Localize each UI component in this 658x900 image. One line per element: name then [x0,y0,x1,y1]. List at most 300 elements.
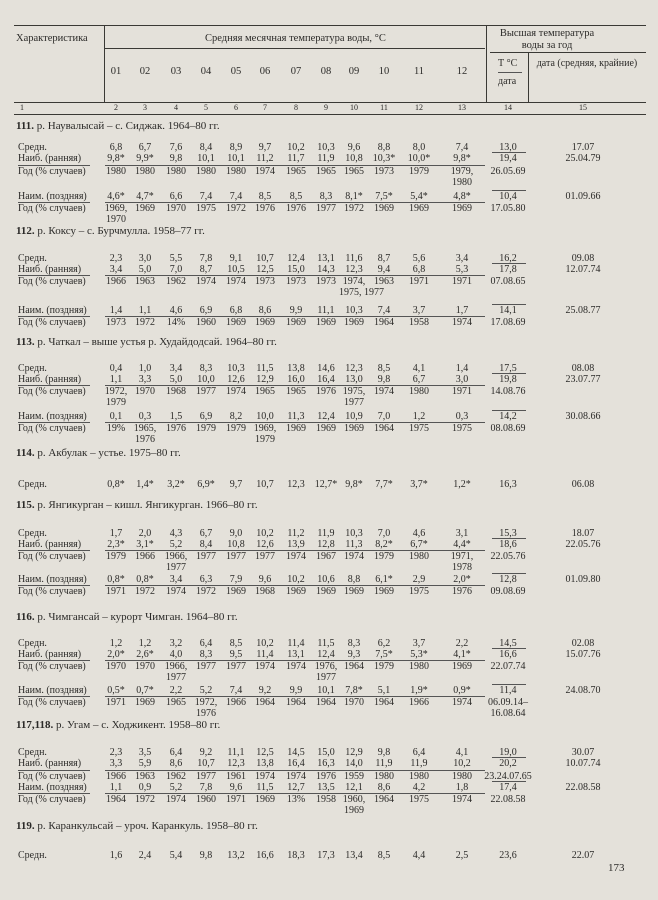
table-cell: 8,5 [258,191,272,202]
table-cell: 1974, [342,276,366,287]
table-cell: 3,5 [138,747,152,758]
table-cell: 8,4 [199,142,213,153]
table-cell: 1976 [316,386,336,397]
table-cell: 1966, [164,551,188,562]
table-cell: 1965 [316,166,336,177]
table-cell: 1974 [286,551,306,562]
table-cell: 1980 [452,771,472,782]
table-cell: 01.09.80 [565,574,601,585]
table-cell: 1959 [344,771,364,782]
table-cell: 2,0* [107,649,125,660]
section-period: 1964–80 гг. [167,120,220,132]
table-cell: 7,0 [377,411,391,422]
table-cell: 17,3 [317,850,335,861]
table-cell: 1977 [196,386,216,397]
table-cell: 16,6 [256,850,274,861]
table-cell: 8,8 [347,574,361,585]
table-cell: 12,5 [256,264,274,275]
row-label: Год (% случаев) [18,423,86,434]
table-cell: 1969 [374,586,394,597]
table-cell: 9,6 [229,782,243,793]
table-cell: 10,2 [256,528,274,539]
table-cell: 0,4 [109,363,123,374]
table-cell: 4,3 [169,528,183,539]
table-cell: 10,3* [372,153,396,164]
table-cell: 9,6 [258,574,272,585]
table-cell: 2,3 [109,253,123,264]
table-cell: 1967 [316,551,336,562]
row-label: Наиб. (ранняя) [18,758,82,769]
table-cell: 10,6 [317,574,335,585]
table-cell: 14.08.76 [490,386,526,397]
table-cell: 30.07 [571,747,595,758]
row-label: Год (% случаев) [18,203,86,214]
row-label: Год (% случаев) [18,771,86,782]
column-number: 13 [458,103,466,112]
table-cell: 1973 [286,276,306,287]
table-cell: 1964 [286,697,306,708]
table-cell: 4,7* [136,191,154,202]
table-cell: 1,9* [410,685,428,696]
table-cell: 1969 [135,203,155,214]
table-cell: 11,3 [287,411,305,422]
column-number: 2 [114,103,118,112]
table-cell: 11,2 [256,153,274,164]
table-cell: 12,4 [317,411,335,422]
table-cell: 10,8 [345,153,363,164]
table-cell: 11,9 [410,758,428,769]
table-cell: 1970 [135,386,155,397]
table-cell: 5,5 [169,253,183,264]
table-cell: 6,6 [169,191,183,202]
table-cell: 1969, [253,423,277,434]
table-cell: 25.04.79 [565,153,601,164]
table-cell: 7,8* [345,685,363,696]
max-temp-rule [492,152,526,153]
table-cell: 02.08 [571,638,595,649]
table-cell: 8,6 [377,782,391,793]
row-label: Наиб. (ранняя) [18,153,82,164]
section-river: р. Каранкульсай – уроч. Каранкуль. [37,820,204,832]
table-cell: 1964 [316,697,336,708]
table-cell: 1965 [286,386,306,397]
section-number: 111. [16,120,35,132]
table-cell: 0,9* [453,685,471,696]
table-cell: 1972, [194,697,218,708]
table-cell: 1,2 [412,411,426,422]
row-label: Наиб. (ранняя) [18,649,82,660]
table-cell: 23.07.77 [565,374,601,385]
table-cell: 17.07 [571,142,595,153]
row-label: Год (% случаев) [18,166,86,177]
table-cell: 6,7* [410,539,428,550]
row-label: Наим. (поздняя) [18,305,87,316]
table-cell: 6,7 [199,528,213,539]
table-cell: 08.08 [571,363,595,374]
table-cell: 1,7 [109,528,123,539]
table-cell: 3,3 [109,758,123,769]
table-cell: 6,2 [377,638,391,649]
table-cell: 6,4 [412,747,426,758]
max-temp-rule [492,304,526,305]
table-cell: 01.09.66 [565,191,601,202]
max-temp-rule [492,373,526,374]
table-cell: 2,5 [455,850,469,861]
table-cell: 9,8 [377,374,391,385]
table-cell: 1980 [135,166,155,177]
table-cell: 1979 [226,423,246,434]
table-cell: 1972 [226,203,246,214]
column-number: 4 [174,103,178,112]
table-cell: 13,0 [499,142,517,153]
table-cell: 14% [166,317,186,328]
table-cell: 1972 [344,203,364,214]
table-cell: 1960, [342,794,366,805]
table-cell: 1976, [314,661,338,672]
table-cell: 1980 [409,771,429,782]
month-header: 01 [110,66,122,77]
column-number: 5 [204,103,208,112]
table-cell: 1979 [196,423,216,434]
table-cell: 5,3* [410,649,428,660]
table-cell: 1966 [226,697,246,708]
table-cell: 1974 [255,771,275,782]
table-cell: 1971 [106,586,126,597]
table-cell: 1977 [196,551,216,562]
table-cell: 12,9 [345,747,363,758]
table-cell: 13,0 [345,374,363,385]
table-cell: 10,2 [256,638,274,649]
table-cell: 12,9 [256,374,274,385]
table-cell: 7,4 [377,305,391,316]
section-number: 112. [16,225,35,237]
section-period: 1964–80 гг. [185,611,238,623]
table-cell: 6,8 [229,305,243,316]
label-rule [18,165,90,166]
table-cell: 4,6* [107,191,125,202]
table-cell: 16,4 [317,374,335,385]
table-cell: 1969 [316,586,336,597]
table-cell: 1977 [196,771,216,782]
table-cell: 1976 [286,203,306,214]
label-rule [18,770,90,771]
table-cell: 9,8* [107,153,125,164]
table-cell: 7,4 [229,191,243,202]
section-period: 1958–77 гг. [153,225,205,237]
table-cell: 17.05.80 [490,203,526,214]
table-cell: 6,9* [197,479,215,490]
max-temp-rule [492,573,526,574]
table-cell: 09.08 [571,253,595,264]
table-cell: 14,5 [287,747,305,758]
table-cell: 7,4 [455,142,469,153]
table-cell: 1966 [135,551,155,562]
row-label: Средн. [18,638,47,649]
table-cell: 9,4 [377,264,391,275]
table-cell: 1976 [166,423,186,434]
max-temp-rule [492,781,526,782]
table-cell: 6,3 [199,574,213,585]
table-cell: 1974 [226,276,246,287]
table-cell: 1964 [374,317,394,328]
table-cell: 06.08 [571,479,595,490]
table-cell: 8,9 [229,142,243,153]
table-cell: 10,7 [256,253,274,264]
table-cell: 3,0 [455,374,469,385]
table-cell: 5,1 [377,685,391,696]
table-cell: 5,2 [169,539,183,550]
month-header: 08 [320,66,332,77]
table-cell: 12.07.74 [565,264,601,275]
table-cell: 7,0 [169,264,183,275]
section-period: 1975–80 гг. [128,447,181,459]
table-cell: 1963 [135,771,155,782]
table-cell: 1969 [452,661,472,672]
row-label: Наим. (поздняя) [18,574,87,585]
table-cell: 5,2 [169,782,183,793]
row-label: Наим. (поздняя) [18,782,87,793]
table-cell: 1969 [286,586,306,597]
table-cell: 7,6 [169,142,183,153]
table-cell: 1977 [196,661,216,672]
table-cell: 1980 [166,166,186,177]
table-cell: 1974 [255,661,275,672]
table-cell: 1974 [374,386,394,397]
table-cell: 8,5 [377,363,391,374]
table-cell: 22.05.76 [565,539,601,550]
column-number: 6 [234,103,238,112]
table-cell: 24.08.70 [565,685,601,696]
table-cell: 1973 [316,276,336,287]
table-cell: 8,0 [412,142,426,153]
column-number: 15 [579,103,587,112]
max-temp-rule [492,684,526,685]
section-period: 1958–80 гг. [168,719,221,731]
table-cell-cont: 1980 [452,177,472,188]
table-cell: 6,4 [199,638,213,649]
table-cell: 4,6 [412,528,426,539]
table-cell: 1,2* [453,479,471,490]
table-cell: 10,8 [227,539,245,550]
max-temp-header: Высшая температура воды за год [499,28,595,51]
table-cell: 11,5 [256,782,274,793]
table-cell: 13,8 [287,363,305,374]
table-cell: 1969 [409,203,429,214]
table-cell: 0,7* [136,685,154,696]
table-cell: 06.09.14– [488,697,528,708]
table-cell: 18,3 [287,850,305,861]
table-cell: 12,1 [345,782,363,793]
month-header: 02 [139,66,151,77]
table-cell: 1962 [166,771,186,782]
table-cell: 9,9* [136,153,154,164]
table-cell: 1979 [374,661,394,672]
table-cell: 22.05.76 [490,551,526,562]
label-rule [18,202,90,203]
table-cell: 1969 [226,317,246,328]
table-cell: 13,1 [317,253,335,264]
row-label: Средн. [18,479,47,490]
table-cell: 8,3 [347,638,361,649]
table-cell: 1965 [286,166,306,177]
table-cell: 1964 [374,794,394,805]
table-cell: 9,5 [229,649,243,660]
table-cell: 1,5 [169,411,183,422]
table-cell: 12,3 [227,758,245,769]
max-temp-rule [492,263,526,264]
table-cell: 12,3 [345,264,363,275]
table-cell: 1980 [374,771,394,782]
max-temp-rule [492,190,526,191]
table-cell: 11,3 [345,539,363,550]
table-cell: 10,9 [345,411,363,422]
month-header: 11 [413,66,425,77]
table-cell-cont: 1979 [255,434,275,445]
table-cell-cont: 1977 [166,562,186,573]
table-cell: 1971 [452,276,472,287]
table-cell: 1,2 [138,638,152,649]
table-cell: 14,0 [345,758,363,769]
table-cell: 10,2 [287,142,305,153]
table-cell: 1968 [166,386,186,397]
table-cell: 9,6 [347,142,361,153]
table-cell: 1969 [286,317,306,328]
table-cell: 16,0 [287,374,305,385]
table-cell: 1958 [409,317,429,328]
table-cell: 26.05.69 [490,166,526,177]
table-cell: 1974 [286,661,306,672]
header-divider [528,52,529,102]
t-c-header: Т °С [498,58,518,69]
table-cell-cont: 1979 [106,397,126,408]
section-river: р. Коксу – с. Бурчмулла. [37,225,151,237]
section-number: 117,118. [16,719,54,731]
row-label: Год (% случаев) [18,551,86,562]
table-cell: 10,3 [345,305,363,316]
table-cell: 3,7* [410,479,428,490]
table-cell: 3,4 [169,574,183,585]
label-rule [18,316,90,317]
table-cell: 1976 [255,203,275,214]
table-cell: 1969 [316,317,336,328]
table-cell: 8,2* [375,539,393,550]
table-cell: 0,1 [109,411,123,422]
row-label: Средн. [18,528,47,539]
table-cell: 7,5* [375,191,393,202]
table-cell: 19,8 [499,374,517,385]
table-cell: 4,2 [412,782,426,793]
table-cell: 5,4* [410,191,428,202]
label-rule [18,793,90,794]
table-cell: 10,0 [256,411,274,422]
table-cell: 11,9 [375,758,393,769]
table-cell: 23.24.07.65 [484,771,532,782]
table-cell: 1,4 [109,305,123,316]
t-c-rule [498,72,522,73]
table-cell: 1975, [342,386,366,397]
table-cell: 13,4 [345,850,363,861]
table-cell: 6,7 [138,142,152,153]
table-cell: 1980 [196,166,216,177]
table-cell: 13,9 [287,539,305,550]
table-cell: 1964 [344,661,364,672]
table-cell: 3,2 [169,638,183,649]
month-header: 06 [259,66,271,77]
section-river: р. Наувалысай – с. Сиджак. [36,120,166,132]
table-cell: 3,4 [169,363,183,374]
table-cell: 3,7 [412,305,426,316]
table-cell: 5,9 [138,758,152,769]
label-rule [18,385,90,386]
table-cell: 1980 [226,166,246,177]
table-cell: 1969 [255,794,275,805]
table-cell: 6,8 [412,264,426,275]
month-header: 03 [170,66,182,77]
label-rule [18,275,90,276]
table-cell: 1963 [374,276,394,287]
table-cell: 10,1 [197,153,215,164]
table-cell: 15,0 [317,747,335,758]
table-cell: 1958 [316,794,336,805]
table-cell: 1977 [255,551,275,562]
table-cell: 16,6 [499,649,517,660]
table-cell: 3,3 [138,374,152,385]
table-cell: 0,8* [136,574,154,585]
table-cell: 1970 [166,203,186,214]
section-title [16,336,277,348]
table-cell: 0,8* [107,574,125,585]
row-label: Средн. [18,363,47,374]
label-rule [18,696,90,697]
column-number: 1 [20,103,24,112]
column-number: 7 [263,103,267,112]
column-number: 11 [380,103,388,112]
table-cell: 10,0* [407,153,431,164]
table-cell: 12,4 [287,253,305,264]
table-cell: 2,3 [109,747,123,758]
section-period: 1964–80 гг. [225,336,277,348]
table-cell: 1969 [226,586,246,597]
table-cell: 0,3 [138,411,152,422]
table-cell: 9,8 [169,153,183,164]
row-label: Средн. [18,142,47,153]
table-cell: 1979, [450,166,474,177]
row-label: Год (% случаев) [18,586,86,597]
table-cell: 8,6 [258,305,272,316]
table-cell: 0,3 [455,411,469,422]
table-cell: 4,6 [169,305,183,316]
table-cell: 1980 [106,166,126,177]
table-cell: 7,8 [199,782,213,793]
table-cell: 9,8* [453,153,471,164]
table-cell: 12,6 [256,539,274,550]
month-header: 09 [348,66,360,77]
table-cell: 1980 [409,386,429,397]
section-title [16,719,220,731]
table-cell: 22.08.58 [565,782,601,793]
table-cell: 7,5* [375,649,393,660]
section-river: р. Чаткал – выше устья р. Худайдодсай. [37,336,223,348]
table-cell: 1969 [135,697,155,708]
table-cell: 12,7* [314,479,338,490]
section-number: 119. [16,820,35,832]
table-cell: 1975 [196,203,216,214]
table-cell: 5,0 [138,264,152,275]
section-title [16,120,220,132]
table-cell: 6,9 [199,305,213,316]
table-cell: 1969 [316,423,336,434]
section-river: р. Акбулак – устье. [37,447,127,459]
